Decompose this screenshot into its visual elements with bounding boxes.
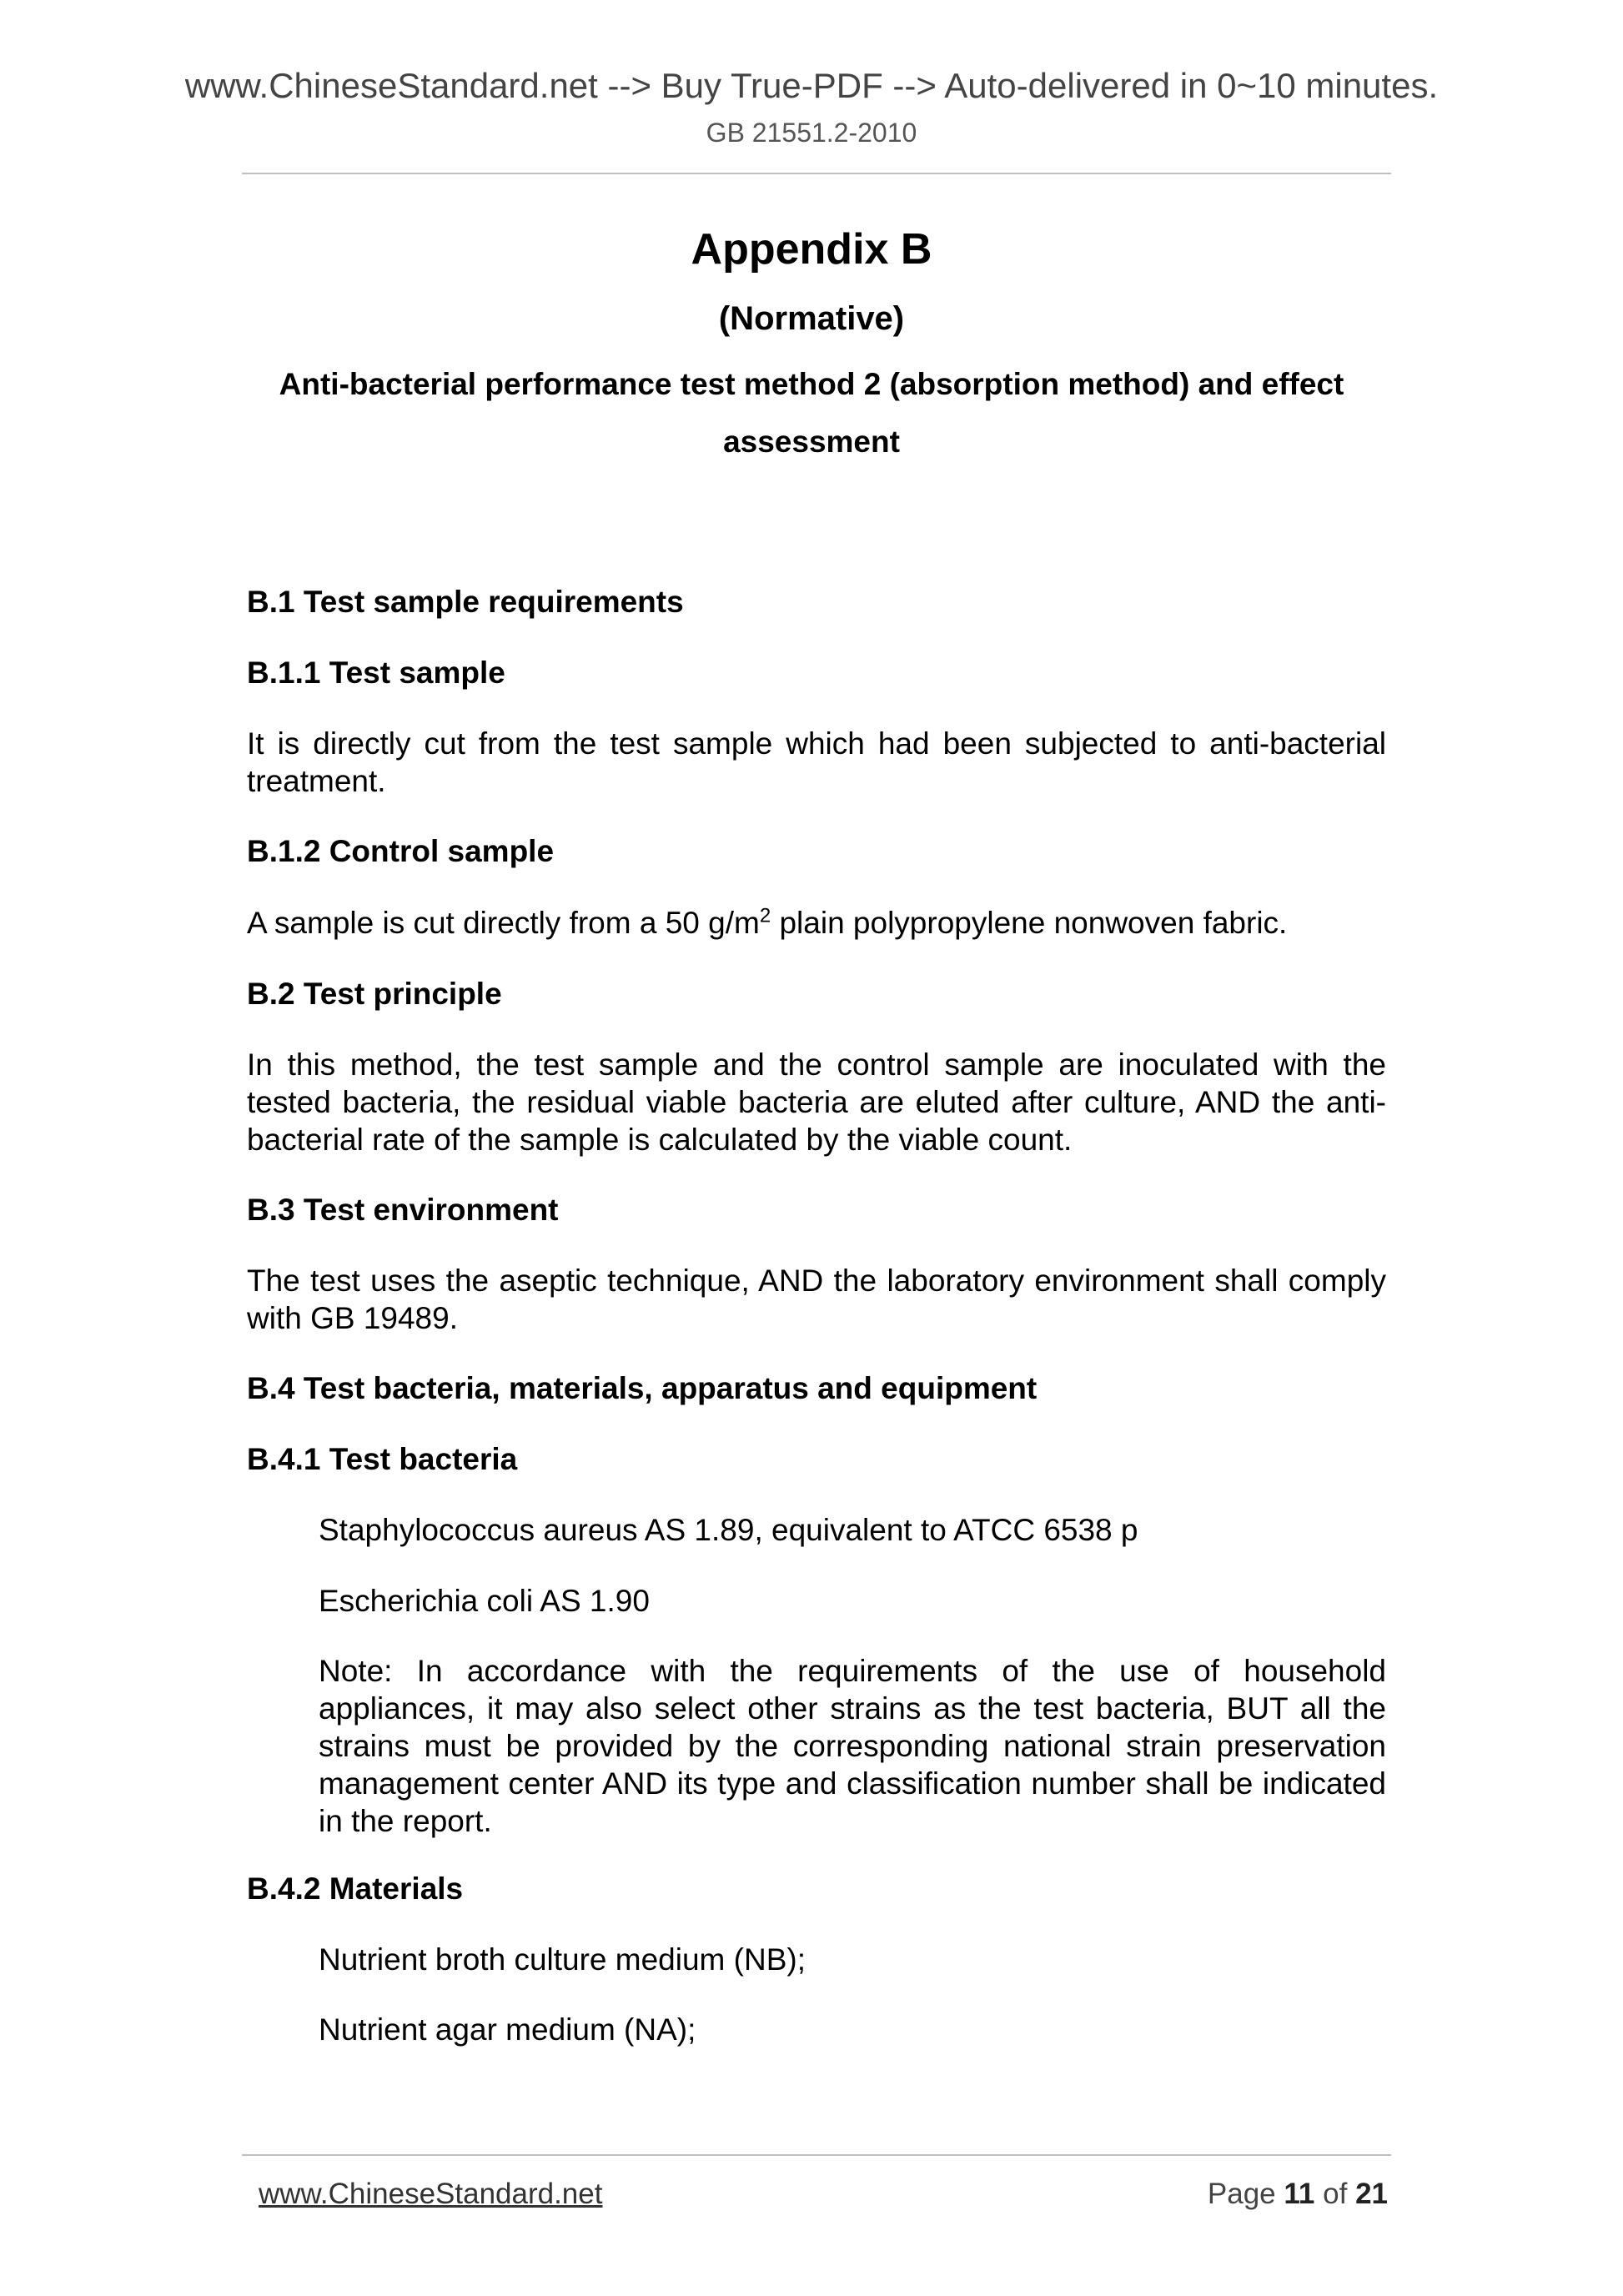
paragraph-b2: In this method, the test sample and the control sample are inoculated with the tested bacteria, the residual viable bacteria are eluted after culture, AND the anti-bacterial rate of the sample is calculated by the viable count.: [247, 1048, 1386, 1157]
appendix-title: Appendix B: [691, 225, 932, 274]
paragraph-b12-after: plain polypropylene nonwoven fabric.: [771, 906, 1288, 940]
paragraph-b12-before: A sample is cut directly from a 50 g/m: [247, 906, 760, 940]
appendix-subtitle-line2: assessment: [723, 425, 900, 459]
page-indicator: [1208, 2177, 1388, 2212]
list-item-material-1: Nutrient broth culture medium (NB);: [319, 1942, 806, 1977]
section-heading-b12: B.1.2 Control sample: [247, 834, 555, 868]
footer-divider: [242, 2154, 1391, 2156]
paragraph-b12: [247, 904, 1386, 942]
section-heading-b11: B.1.1 Test sample: [247, 656, 505, 690]
section-heading-b41: B.4.1 Test bacteria: [247, 1442, 518, 1476]
section-heading-b3: B.3 Test environment: [247, 1193, 559, 1227]
section-heading-b2: B.2 Test principle: [247, 977, 502, 1011]
header-divider: [242, 173, 1391, 174]
paragraph-b3: The test uses the aseptic technique, AND the laboratory environment shall comply with GB 19489.: [247, 1264, 1386, 1335]
list-item-material-2: Nutrient agar medium (NA);: [319, 2012, 696, 2047]
document-number: GB 21551.2-2010: [706, 118, 917, 148]
list-item-bacteria-1: Staphylococcus aureus AS 1.89, equivalent to ATCC 6538 p: [319, 1513, 1138, 1547]
normative-label: (Normative): [718, 300, 905, 337]
page-label: Page: [1207, 2178, 1276, 2210]
superscript-2: 2: [759, 904, 771, 927]
appendix-subtitle-line1: Anti-bacterial performance test method 2 (absorption method) and effect: [279, 367, 1344, 401]
note-b41: Note: In accordance with the requirements of the use of household appliances, it may also select other strains as the test bacteria, BUT all the strains must be provided by the corresponding national strain preservation management center AND its type and classification number shall be indicated in the report.: [319, 1654, 1386, 1838]
section-heading-b42: B.4.2 Materials: [247, 1871, 464, 1906]
header-banner: www.ChineseStandard.net --> Buy True-PDF --> Auto-delivered in 0~10 minutes.: [184, 66, 1439, 105]
page-of-label: of: [1323, 2178, 1348, 2210]
section-heading-b4: B.4 Test bacteria, materials, apparatus and equipment: [247, 1371, 1038, 1405]
list-item-bacteria-2: Escherichia coli AS 1.90: [319, 1584, 650, 1618]
footer-website-link[interactable]: www.ChineseStandard.net: [259, 2178, 603, 2210]
section-heading-b1: B.1 Test sample requirements: [247, 585, 684, 619]
paragraph-b11: It is directly cut from the test sample which had been subjected to anti-bacterial treatment.: [247, 726, 1386, 798]
total-page-number: 21: [1355, 2178, 1388, 2210]
current-page-number: 11: [1284, 2178, 1315, 2210]
